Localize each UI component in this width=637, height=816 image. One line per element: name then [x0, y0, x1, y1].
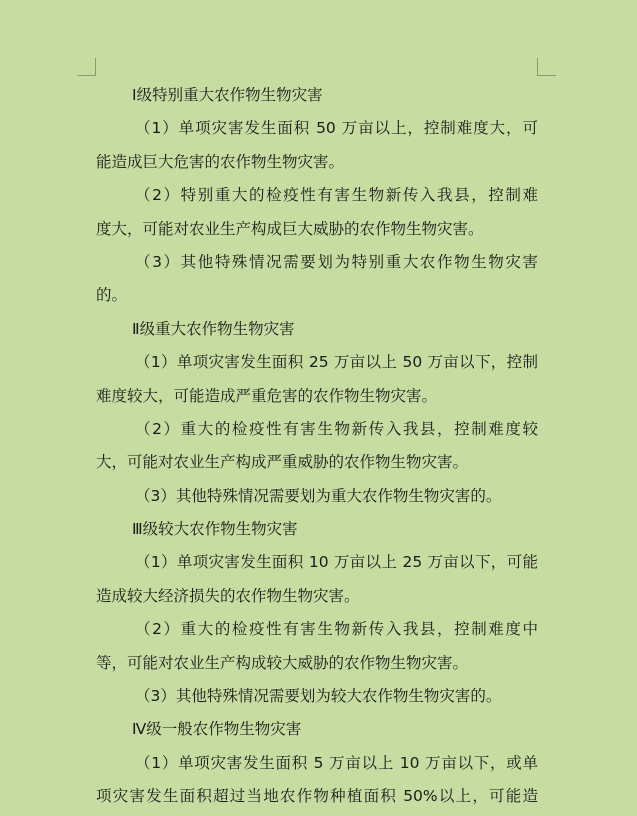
paragraph-line: （1）单项灾害发生面积 5 万亩以上 10 万亩以下，或单 [135, 753, 538, 772]
paragraph-line: （2）重大的检疫性有害生物新传入我县，控制难度中 [135, 620, 538, 639]
document-body [96, 79, 538, 814]
paragraph-line: （2）重大的检疫性有害生物新传入我县，控制难度较 [135, 419, 538, 438]
top-right-margin-mark [537, 58, 556, 76]
top-left-margin-mark [77, 58, 96, 76]
paragraph-line: 能造成巨大危害的农作物生物灾害。 [96, 152, 345, 171]
paragraph-line: （2）特别重大的检疫性有害生物新传入我县，控制难 [135, 186, 538, 205]
paragraph-line: （1）单项灾害发生面积 10 万亩以上 25 万亩以下，可能 [135, 553, 538, 572]
paragraph-line: （1）单项灾害发生面积 25 万亩以上 50 万亩以下，控制 [135, 353, 538, 372]
paragraph-line: 等，可能对农业生产构成较大威胁的农作物生物灾害。 [96, 653, 469, 672]
heading-level-2: Ⅱ级重大农作物生物灾害 [132, 319, 295, 338]
paragraph-line: （1）单项灾害发生面积 50 万亩以上，控制难度大，可 [135, 119, 538, 138]
paragraph-line: （3）其他特殊情况需要划为特别重大农作物生物灾害 [135, 252, 538, 271]
paragraph-line: 度大，可能对农业生产构成巨大威胁的农作物生物灾害。 [96, 219, 484, 238]
paragraph-line: 项灾害发生面积超过当地农作物种植面积 50%以上，可能造 [96, 787, 538, 806]
paragraph-line: （3）其他特殊情况需要划为重大农作物生物灾害的。 [135, 486, 502, 505]
paragraph-line: 大，可能对农业生产构成严重威胁的农作物生物灾害。 [96, 453, 469, 472]
paragraph-line: （3）其他特殊情况需要划为较大农作物生物灾害的。 [135, 687, 502, 706]
paragraph-line: 难度较大，可能造成严重危害的农作物生物灾害。 [96, 386, 438, 405]
heading-level-1: Ⅰ级特别重大农作物生物灾害 [132, 86, 323, 104]
paragraph-line: 的。 [96, 286, 128, 305]
heading-level-4: Ⅳ级一般农作物生物灾害 [132, 720, 302, 739]
heading-level-3: Ⅲ级较大农作物生物灾害 [132, 520, 298, 539]
paragraph-line: 造成较大经济损失的农作物生物灾害。 [96, 586, 360, 605]
